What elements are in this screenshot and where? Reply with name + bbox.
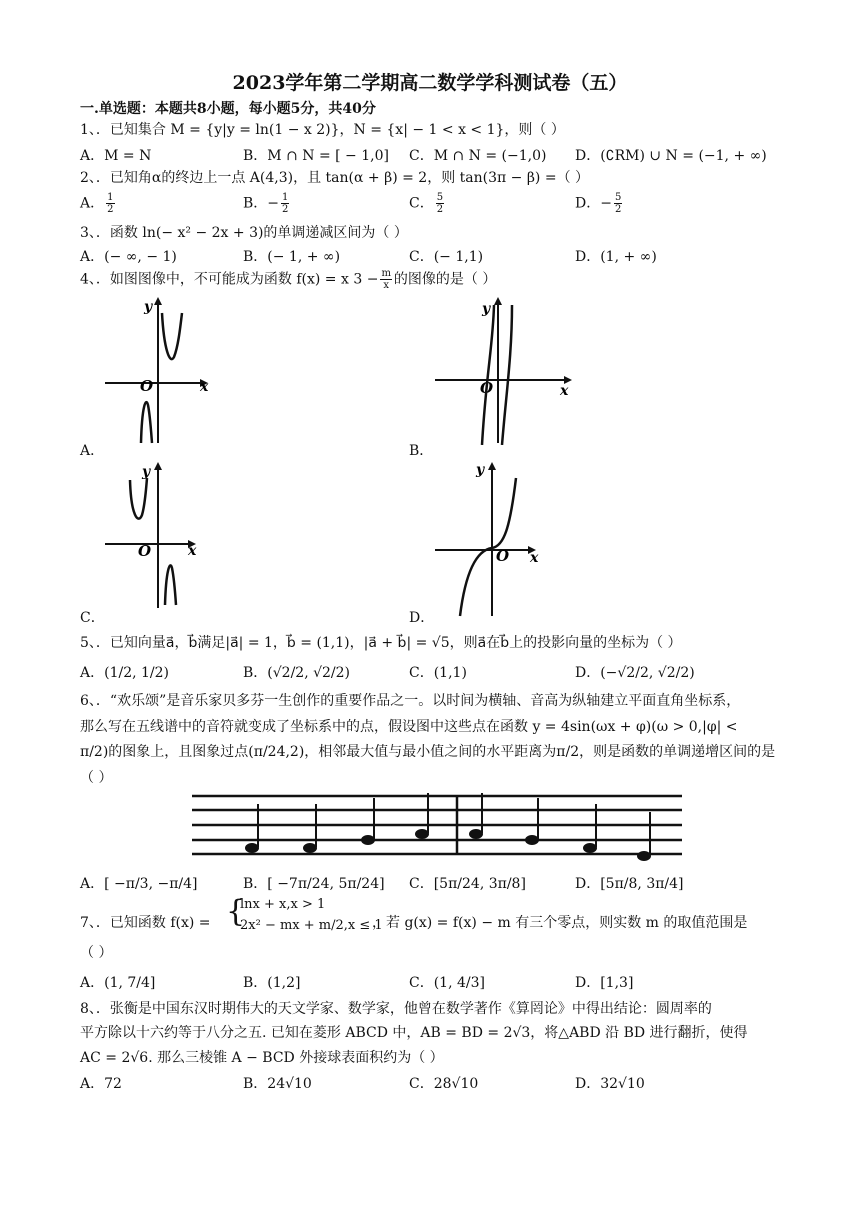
q6-option-b: B．[ −7π/24, 5π/24] bbox=[243, 876, 385, 892]
q7-case-1: lnx + x,x > 1 bbox=[240, 897, 326, 912]
q2-option-c: C． $\frac{5}{2}$ bbox=[409, 192, 444, 215]
q2-option-b: B．− $\frac{1}{2}$ bbox=[243, 192, 289, 215]
music-staff-figure bbox=[192, 790, 682, 870]
q7-option-a: A．(1, 7/4] bbox=[80, 975, 156, 991]
q7-option-c: C．(1, 4/3] bbox=[409, 975, 485, 991]
q8-line-1: 8、．张衡是中国东汉时期伟大的天文学家、数学家，他曾在数学著作《算罔论》中得出结论：圆周率的 bbox=[80, 1001, 712, 1017]
section-heading: 一.单选题：本题共8小题，每小题5分，共40分 bbox=[80, 101, 376, 117]
music-notes bbox=[245, 793, 651, 861]
piecewise-brace: { bbox=[226, 894, 246, 929]
q6-option-a: A．[ −π/3, −π/4] bbox=[80, 876, 198, 892]
q6-line-2: 那么写在五线谱中的音符就变成了坐标系中的点，假设图中这些点在函数 y = 4sin(ωx + φ)(ω > 0,|φ| < bbox=[80, 719, 738, 735]
q4-option-a: A． bbox=[80, 443, 105, 459]
q3-option-d: D．(1, + ∞) bbox=[575, 249, 657, 265]
q1-option-d: D．(∁RM) ∪ N = (−1, + ∞) bbox=[575, 148, 767, 164]
q8-option-b: B．24√10 bbox=[243, 1076, 312, 1092]
axis-y-label: y bbox=[142, 464, 151, 480]
q6-line-3: π/2)的图象上，且图象过点(π/24,2)，相邻最大值与最小值之间的水平距离为π/2，则是函数的单调递增区间的是 bbox=[80, 744, 776, 760]
origin-label: O bbox=[138, 542, 152, 560]
q4-option-c: C． bbox=[80, 610, 105, 626]
q5-stem: 5、．已知向量a⃗，b⃗满足|a⃗| = 1，b⃗ = (1,1)，|a⃗ + b⃗| = √5，则a⃗在b⃗上的投影向量的坐标为（ ） bbox=[80, 635, 682, 651]
q6-line-1: 6、．“欢乐颂”是音乐家贝多芬一生创作的重要作品之一。以时间为横轴、音高为纵轴建立平面直角坐标系， bbox=[80, 693, 741, 709]
axis-y-label: y bbox=[482, 301, 491, 317]
axis-y-label: y bbox=[144, 299, 153, 315]
q2-option-d: D．− $\frac{5}{2}$ bbox=[575, 192, 622, 215]
q3-stem: 3、．函数 ln(− x² − 2x + 3)的单调递减区间为（ ） bbox=[80, 225, 408, 241]
q8-line-3: AC = 2√6. 那么三棱锥 A − BCD 外接球表面积约为（ ） bbox=[80, 1050, 444, 1066]
q6-line-4: （ ） bbox=[80, 770, 113, 786]
q5-option-c: C．(1,1) bbox=[409, 665, 467, 681]
q7-stem-start: 7、．已知函数 f(x) = bbox=[80, 915, 211, 931]
axis-x-label: x bbox=[530, 550, 539, 566]
q4-option-d: D． bbox=[409, 610, 435, 626]
q1-option-c: C．M ∩ N = (−1,0) bbox=[409, 148, 547, 164]
axis-x-label: x bbox=[560, 383, 569, 399]
q5-option-a: A．(1/2, 1/2) bbox=[80, 665, 169, 681]
q8-option-a: A．72 bbox=[80, 1076, 122, 1092]
q5-option-b: B．(√2/2, √2/2) bbox=[243, 665, 351, 681]
q1-option-a: A．M = N bbox=[80, 148, 152, 164]
q4-option-b: B． bbox=[409, 443, 434, 459]
q4-graph-a bbox=[100, 295, 220, 445]
q7-case-2: 2x² − mx + m/2,x ≤ 1 bbox=[240, 918, 383, 933]
axis-y-label: y bbox=[476, 462, 485, 478]
q4-stem: 4、．如图图像中，不可能成为函数 f(x) = x 3 − $\frac{m}{x}$ 的图像的是（ ） bbox=[80, 268, 497, 291]
q6-option-c: C．[5π/24, 3π/8] bbox=[409, 876, 526, 892]
q2-option-a: A． $\frac{1}{2}$ bbox=[80, 192, 114, 215]
q1-option-b: B．M ∩ N = [ − 1,0] bbox=[243, 148, 389, 164]
q1-stem: 1、．已知集合 M = {y|y = ln(1 − x 2)}，N = {x| − 1 < x < 1}，则（ ） bbox=[80, 122, 565, 138]
q4-graph-c bbox=[100, 460, 220, 610]
q7-line-2: （ ） bbox=[80, 945, 113, 961]
q3-option-c: C．(− 1,1) bbox=[409, 249, 484, 265]
q3-option-a: A．(− ∞, − 1) bbox=[80, 249, 177, 265]
axis-x-label: x bbox=[200, 379, 209, 395]
origin-label: O bbox=[140, 377, 154, 395]
q7-option-b: B．(1,2] bbox=[243, 975, 301, 991]
q2-stem: 2、．已知角α的终边上一点 A(4,3)，且 tan(α + β) = 2，则 tan(3π − β) =（ ） bbox=[80, 170, 590, 186]
q8-option-c: C．28√10 bbox=[409, 1076, 479, 1092]
q6-option-d: D．[5π/8, 3π/4] bbox=[575, 876, 684, 892]
q8-option-d: D．32√10 bbox=[575, 1076, 645, 1092]
page-title: 2023学年第二学期高二数学学科测试卷（五） bbox=[232, 72, 628, 94]
q8-line-2: 平方除以十六约等于八分之五. 已知在菱形 ABCD 中，AB = BD = 2√3，将△ABD 沿 BD 进行翻折，使得 bbox=[80, 1025, 748, 1041]
origin-label: O bbox=[480, 379, 494, 397]
axis-x-label: x bbox=[188, 543, 197, 559]
origin-label: O bbox=[496, 547, 510, 565]
q4-graph-d bbox=[430, 458, 560, 618]
q4-graph-b bbox=[430, 295, 580, 445]
q7-option-d: D．[1,3] bbox=[575, 975, 634, 991]
q5-option-d: D．(−√2/2, √2/2) bbox=[575, 665, 695, 681]
q3-option-b: B．(− 1, + ∞) bbox=[243, 249, 341, 265]
q7-stem-end: ，若 g(x) = f(x) − m 有三个零点，则实数 m 的取值范围是 bbox=[372, 915, 748, 931]
